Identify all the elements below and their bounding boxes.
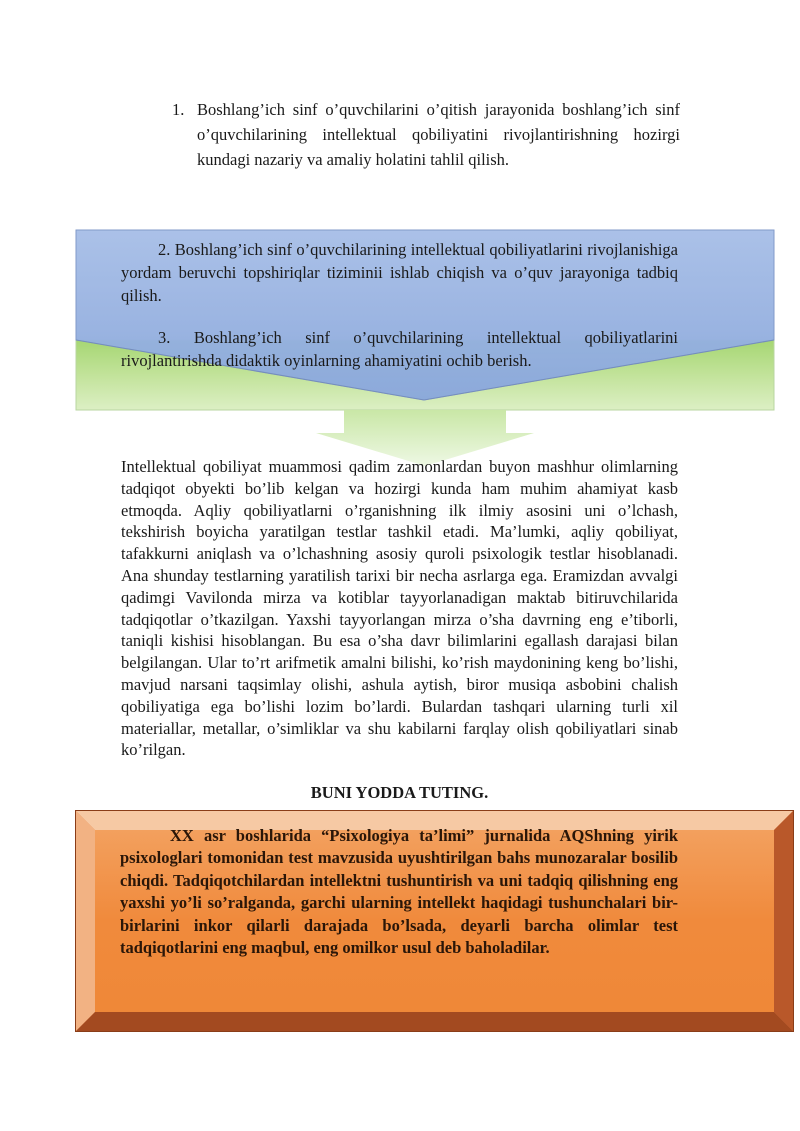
list-item-text: Boshlang’ich sinf o’quvchilarini o’qitish jarayonida boshlang’ich sinf o’quvchilarining intellektual qobiliyatini rivojlantirishning hozirgi kundagi nazariy va amaliy holatini tahlil qilish.	[197, 100, 680, 169]
list-number: 1.	[172, 100, 185, 119]
list-item-1	[172, 97, 680, 172]
list-item-2: 2. Boshlang’ich sinf o’quvchilarining intellektual qobiliyatlarini rivojlanishiga yordam beruvchi topshiriqlar tiziminii ishlab chiqish va o’quv jarayoniga tadbiq qilish.	[121, 240, 678, 305]
callout-text: XX asr boshlarida “Psixologiya ta’limi” jurnalida AQShning yirik psixologlari tomonidan test mavzusida uyushtirilgan bahs munozaralar bosilib chiqdi. Tadqiqotchilardan intellektni tushuntirish va uni tadqiq qilishning eng yaxshi yo’li so’ralganda, garchi ularning intellekt haqidagi tushunchalari bir- birlarini inkor qilarli darajada bo’lsada, deyarli barcha olimlar test tadqiqotlarini eng maqbul, eng omilkor usul deb baholadilar.	[120, 826, 678, 958]
body-paragraph: Intellektual qobiliyat muammosi qadim zamonlardan buyon mashhur olimlarning tadqiqot obyekti bo’lib kelgan va hozirgi kunda ham muhim ahamiyat kasb etmoqda. Aqliy qobiliyatlarni o’rganishning ilk ilmiy asosini uni o’lchash, tekshirish boyicha yaratilgan testlar tashkil etadi. Ma’lumki, aqliy qobiliyat, tafakkurni aniqlash va o’lchashning asosiy quroli psixologik testlar hisoblanadi. Ana shunday testlarning yaratilish tarixi bir necha asrlarga ega. Eramizdan avvalgi qadimgi Vavilonda mirza va kotiblar tayyorlanadigan maktab bitiruvchilarida tadqiqotlar o’tkazilgan. Yaxshi tayyorlangan mirza o’sha davrning eng e’tiborli, taniqli kishisi hisoblangan. Bu esa o’sha davr bilimlarini egallash darajasi bilan belgilangan. Ular to’rt arifmetik amalni bilishi, ko’rish maydonining keng bo’lishi, mavjud narsani taqsimlay olishi, ashula aytish, biror musiqa asbobini chalish qobiliyatiga ega bo’lishi lozim bo’lardi. Bulardan tashqari ularning turli xil materiallar, metallar, o’simliklar va shu kabilarni farqlay olish qobiliyatlari sinab ko’rilgan.	[121, 457, 678, 760]
list-item-3: 3. Boshlang’ich sinf o’quvchilarining intellektual qobiliyatlarini rivojlantirishda didaktik oyinlarning ahamiyatini ochib berish.	[121, 328, 678, 370]
remember-heading: BUNI YODDA TUTING.	[310, 783, 489, 802]
